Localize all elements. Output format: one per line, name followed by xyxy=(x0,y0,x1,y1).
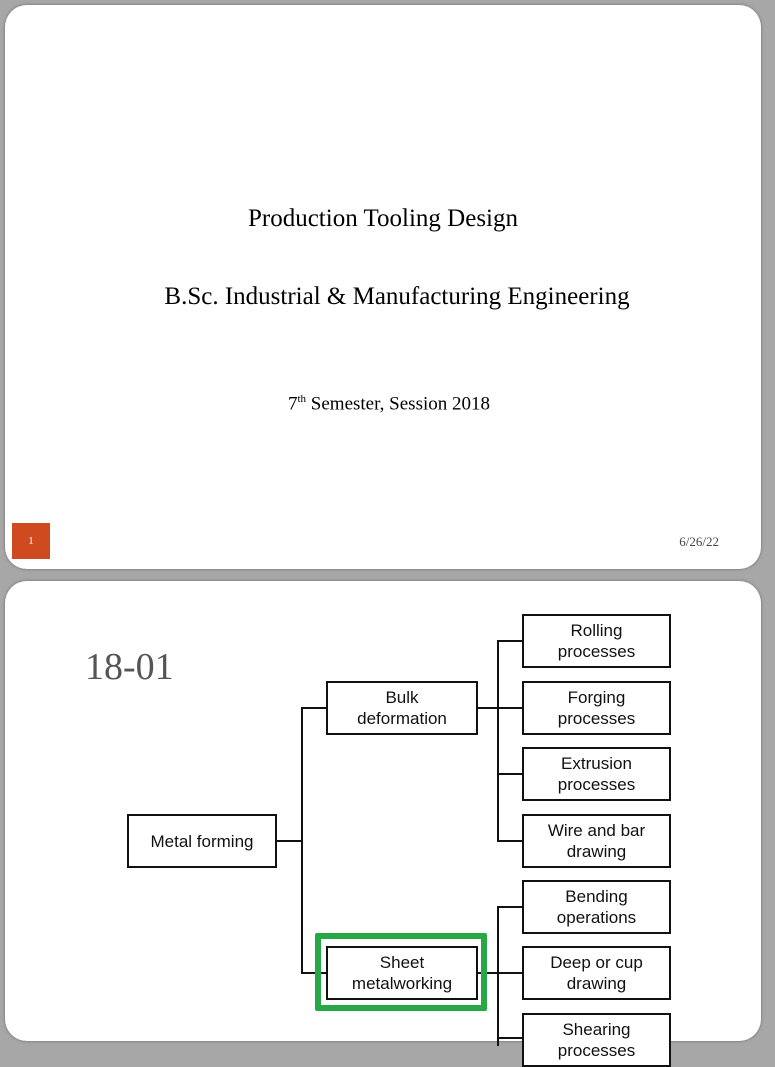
node-shearing-processes: Shearing processes xyxy=(522,1013,671,1067)
connector-to-deep xyxy=(497,972,523,974)
node-bending-operations: Bending operations xyxy=(522,880,671,934)
node-bulk-deformation: Bulk deformation xyxy=(326,681,478,735)
connector-bulk-branch xyxy=(497,640,499,842)
slide-date: 6/26/22 xyxy=(679,534,719,549)
connector-to-wire xyxy=(497,840,523,842)
node-deep-cup-drawing: Deep or cup drawing xyxy=(522,946,671,1000)
connector-to-shearing xyxy=(497,1037,523,1039)
connector-trunk xyxy=(301,707,303,974)
slide-number-title: 18-01 xyxy=(85,646,174,688)
slide-title: Production Tooling Design xyxy=(247,205,518,232)
connector-bulk-out xyxy=(477,707,499,709)
node-wire-bar-drawing: Wire and bar drawing xyxy=(522,814,671,868)
connector-root xyxy=(276,840,303,842)
semester-line xyxy=(11,393,767,415)
page-number-badge: 1 xyxy=(12,523,50,559)
semester-suffix: th xyxy=(297,393,307,405)
semester-text: Semester, Session 2018 xyxy=(306,393,490,415)
title-slide xyxy=(5,5,761,569)
connector-to-bending xyxy=(497,906,523,908)
node-rolling-processes: Rolling processes xyxy=(522,614,671,668)
sheet-metalworking-highlight xyxy=(315,933,487,1011)
node-extrusion-processes: Extrusion processes xyxy=(522,747,671,801)
semester-number: 7 xyxy=(287,393,298,415)
slide-subtitle: B.Sc. Industrial & Manufacturing Engineering xyxy=(164,283,630,310)
node-sheet-metalworking: Sheet metalworking xyxy=(326,946,478,1000)
connector-sheet-branch xyxy=(497,906,499,1046)
node-metal-forming: Metal forming xyxy=(127,814,277,868)
connector-to-forging xyxy=(497,707,523,709)
connector-to-extrusion xyxy=(497,773,523,775)
node-forging-processes: Forging processes xyxy=(522,681,671,735)
connector-to-rolling xyxy=(497,640,523,642)
diagram-slide xyxy=(5,581,761,1060)
connector-to-bulk xyxy=(301,707,327,709)
